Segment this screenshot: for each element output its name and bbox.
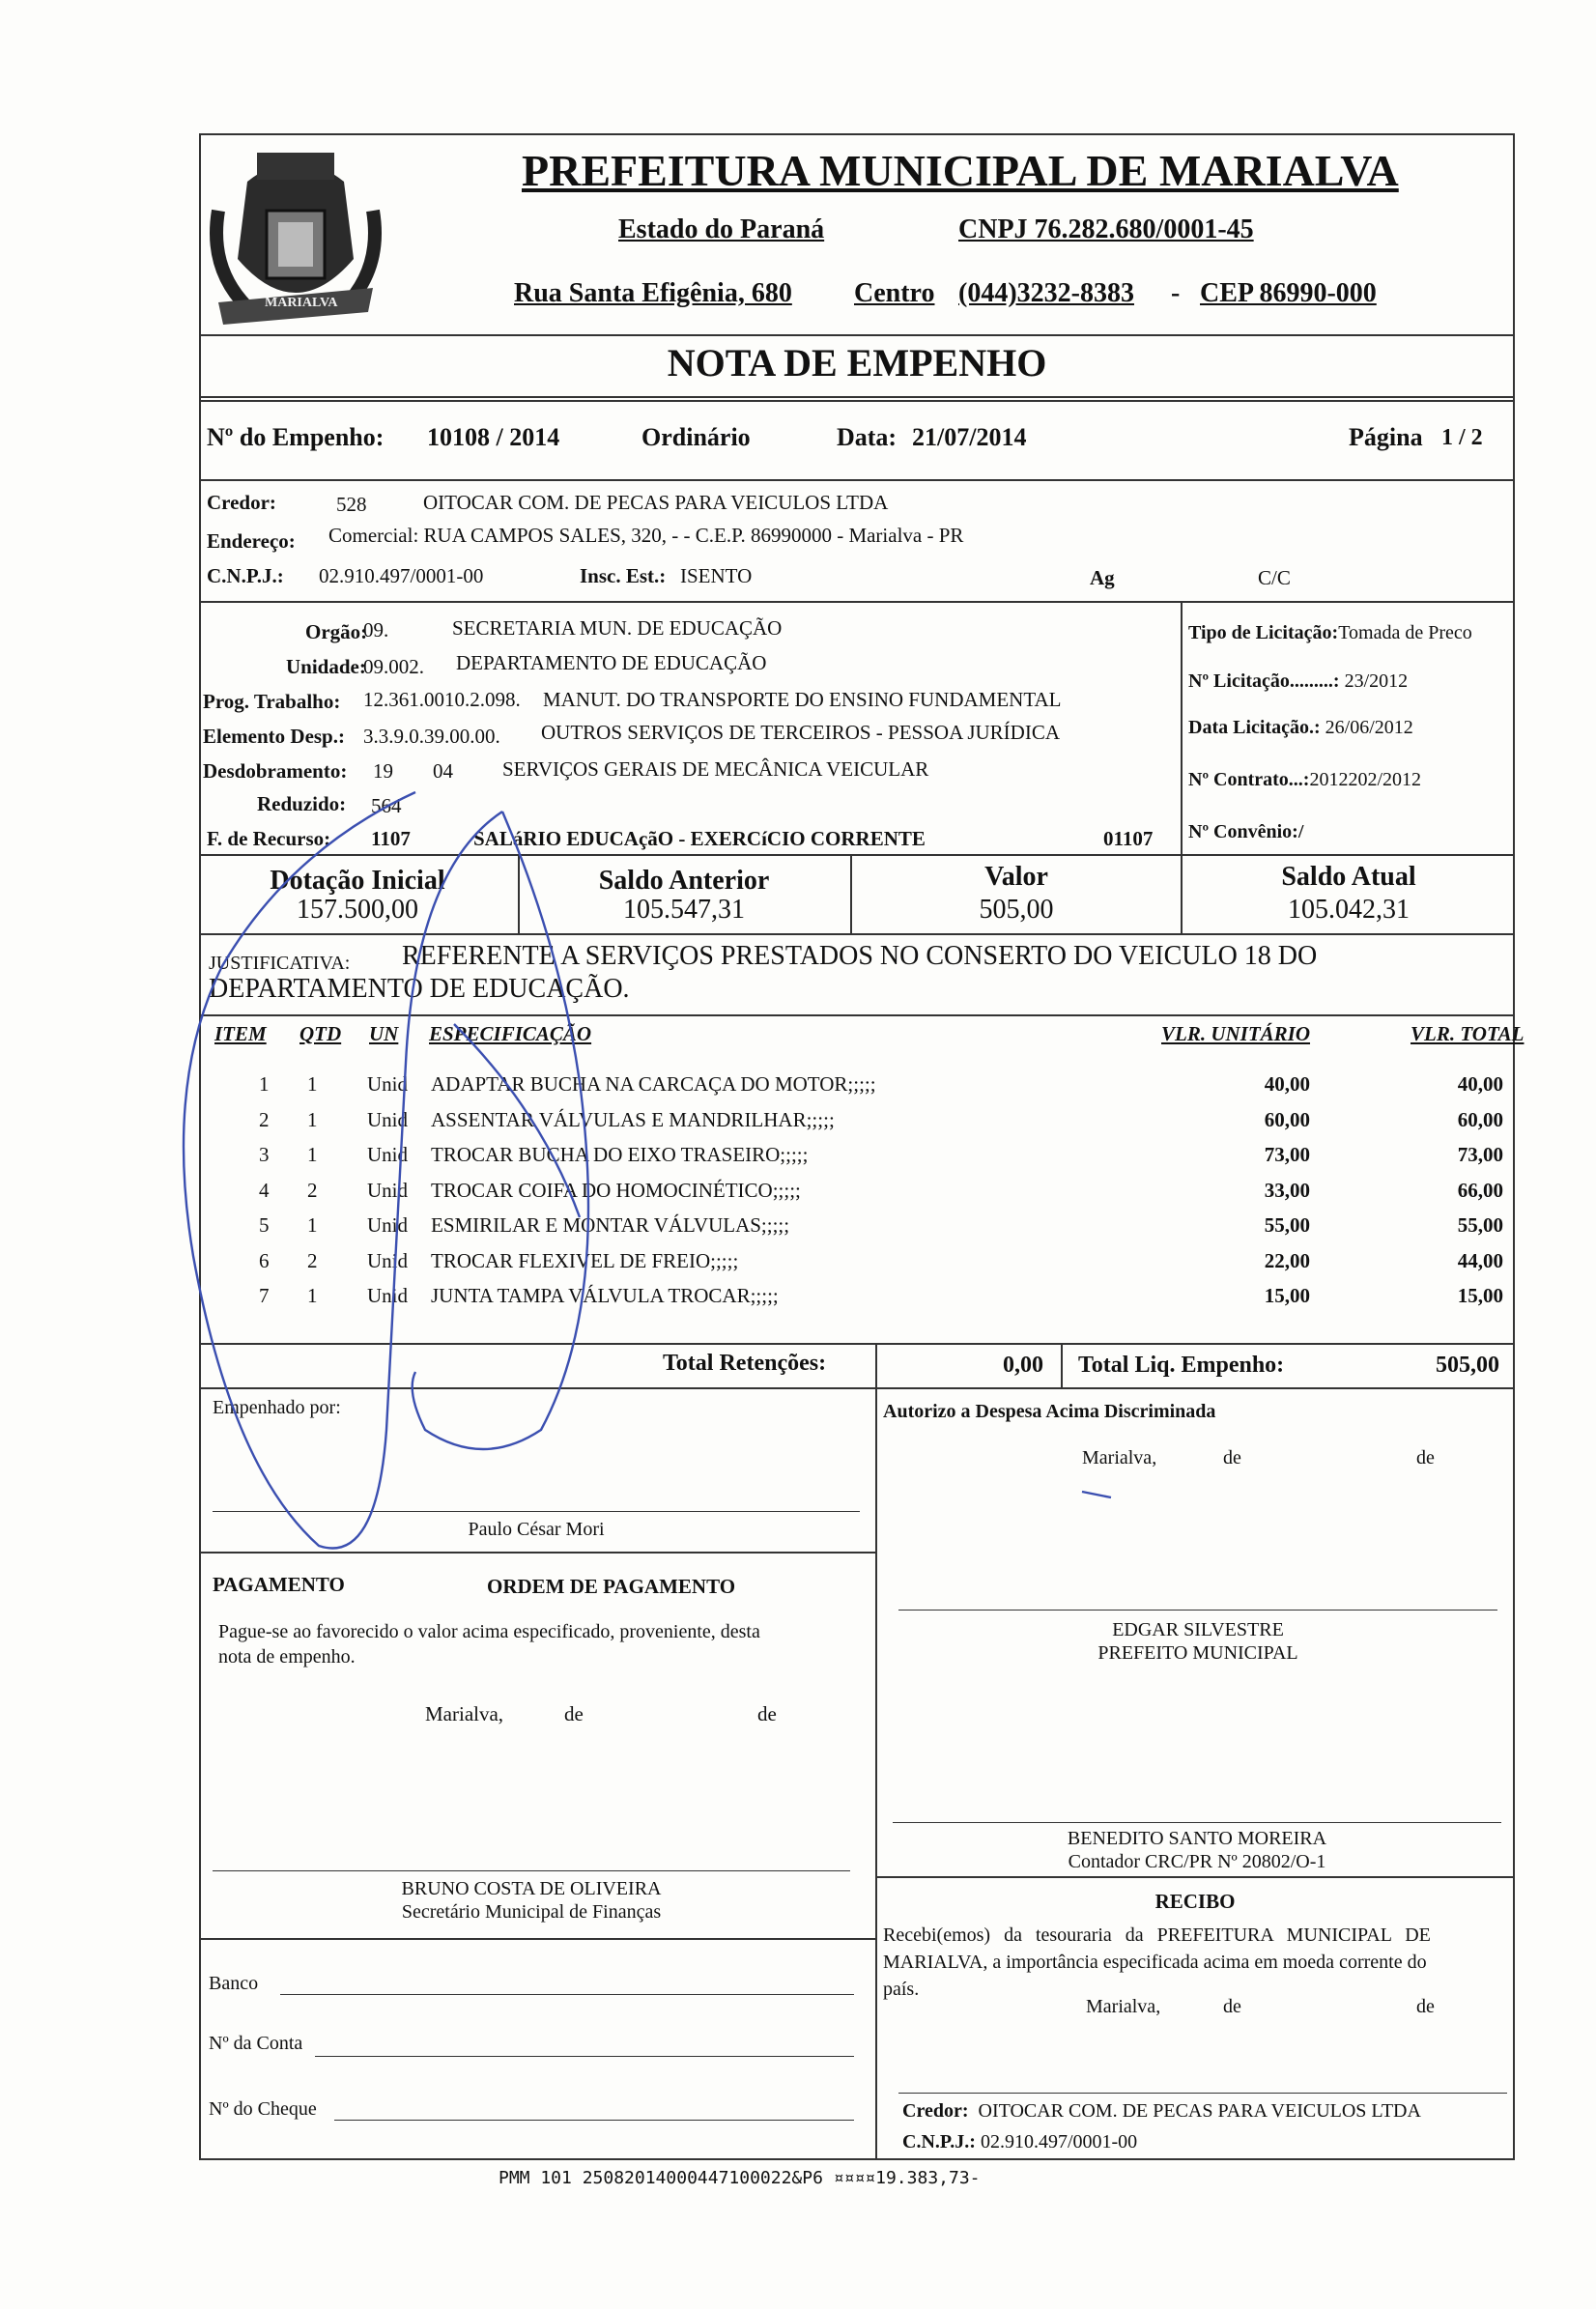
total-retencoes-label: Total Retenções:	[663, 1351, 827, 1376]
fonte-name: SALáRIO EDUCAçãO - EXERCíCIO CORRENTE	[473, 827, 926, 850]
empenho-number-label: Nº do Empenho:	[207, 423, 385, 451]
cell-un: Unid	[367, 1178, 408, 1202]
justificativa-line-1: REFERENTE A SERVIÇOS PRESTADOS NO CONSERTO DO VEICULO 18 DO	[402, 941, 1318, 971]
pagamento-text-1: Pague-se ao favorecido o valor acima especificado, proveniente, desta	[218, 1621, 760, 1642]
col-qtd: QTD	[299, 1022, 342, 1045]
pagamento-city: Marialva,	[425, 1702, 504, 1725]
recibo-de-2: de	[1416, 1996, 1435, 2017]
cell-spec: JUNTA TAMPA VÁLVULA TROCAR;;;;;	[431, 1284, 779, 1307]
unidade-name: DEPARTAMENTO DE EDUCAÇÃO	[456, 651, 767, 674]
recibo-text-2: MARIALVA, a importância especificada acima em moeda corrente do	[883, 1952, 1427, 1973]
document-title: NOTA DE EMPENHO	[667, 341, 1047, 385]
cell-spec: ADAPTAR BUCHA NA CARCAÇA DO MOTOR;;;;;	[431, 1072, 876, 1096]
cell-unit-price: 55,00	[1264, 1213, 1310, 1237]
cell-item: 5	[259, 1213, 270, 1237]
contador-role: Contador CRC/PR Nº 20802/O-1	[1068, 1851, 1326, 1872]
creditor-cc-label: C/C	[1258, 566, 1291, 589]
creditor-name: OITOCAR COM. DE PECAS PARA VEICULOS LTDA	[423, 491, 889, 514]
empenho-date: 21/07/2014	[912, 423, 1027, 451]
cell-total-price: 55,00	[1457, 1213, 1503, 1237]
secretario-role: Secretário Municipal de Finanças	[401, 1901, 662, 1923]
licitacao-date-label: Data Licitação.: 26/06/2012	[1188, 717, 1413, 738]
empenhado-name: Paulo César Mori	[468, 1519, 605, 1540]
pagamento-de-2: de	[757, 1702, 777, 1725]
cell-un: Unid	[367, 1107, 408, 1131]
col-item: ITEM	[214, 1022, 267, 1045]
cell-unit-price: 40,00	[1264, 1072, 1310, 1096]
dotacao-label: Dotação Inicial	[270, 866, 445, 896]
justificativa-line-2: DEPARTAMENTO DE EDUCAÇÃO.	[209, 974, 630, 1004]
cell-qtd: 2	[307, 1178, 318, 1202]
elemento-name: OUTROS SERVIÇOS DE TERCEIROS - PESSOA JURÍDICA	[541, 721, 1061, 744]
creditor-address: Comercial: RUA CAMPOS SALES, 320, - - C.E.P. 86990000 - Marialva - PR	[328, 524, 964, 547]
total-retencoes-value: 0,00	[1003, 1353, 1043, 1378]
header-address: Rua Santa Efigênia, 680	[514, 278, 792, 308]
cell-unit-price: 33,00	[1264, 1178, 1310, 1202]
cell-item: 6	[259, 1248, 270, 1272]
empenho-number: 10108 / 2014	[427, 423, 560, 451]
autorizo-label: Autorizo a Despesa Acima Discriminada	[883, 1401, 1216, 1422]
contrato-label: Nº Contrato...:2012202/2012	[1188, 769, 1422, 790]
autorizo-de-1: de	[1223, 1447, 1241, 1468]
prog-label: Prog. Trabalho:	[203, 690, 341, 713]
header-dash: -	[1171, 278, 1181, 308]
cell-spec: TROCAR FLEXIVEL DE FREIO;;;;;	[431, 1248, 739, 1272]
cell-qtd: 1	[307, 1284, 318, 1307]
valor-value: 505,00	[979, 895, 1054, 925]
prefeito-name: EDGAR SILVESTRE	[1112, 1619, 1284, 1640]
ordem-pagamento-label: ORDEM DE PAGAMENTO	[487, 1575, 736, 1598]
creditor-code: 528	[336, 493, 367, 516]
cell-un: Unid	[367, 1143, 408, 1166]
empenho-date-label: Data:	[837, 423, 898, 451]
recibo-city: Marialva,	[1086, 1996, 1161, 2017]
unidade-label: Unidade:	[286, 655, 366, 678]
total-liquido-label: Total Liq. Empenho:	[1078, 1353, 1285, 1378]
contrato-number: 2012202/2012	[1309, 769, 1422, 790]
pagamento-text-2: nota de empenho.	[218, 1646, 356, 1668]
header-phone: (044)3232-8383	[958, 278, 1134, 308]
cell-item: 7	[259, 1284, 270, 1307]
recibo-cnpj: C.N.P.J.: 02.910.497/0001-00	[902, 2131, 1138, 2152]
creditor-ag-label: Ag	[1090, 566, 1115, 589]
cell-spec: ASSENTAR VÁLVULAS E MANDRILHAR;;;;;	[431, 1107, 835, 1131]
cell-qtd: 1	[307, 1072, 318, 1096]
saldo-atual-value: 105.042,31	[1288, 895, 1410, 925]
cell-spec: TROCAR COIFA DO HOMOCINÉTICO;;;;;	[431, 1178, 801, 1202]
saldo-atual-label: Saldo Atual	[1281, 862, 1416, 892]
reduzido-value: 564	[371, 794, 402, 817]
unidade-code: 09.002.	[363, 655, 424, 678]
cell-qtd: 1	[307, 1213, 318, 1237]
recibo-text-3: país.	[883, 1979, 920, 2000]
autorizo-city: Marialva,	[1082, 1447, 1157, 1468]
recibo-text-1: Recebi(emos) da tesouraria da PREFEITURA MUNICIPAL DE	[883, 1924, 1431, 1946]
prog-code: 12.361.0010.2.098.	[363, 688, 521, 711]
cell-un: Unid	[367, 1284, 408, 1307]
cell-total-price: 66,00	[1457, 1178, 1503, 1202]
fonte-code-2: 01107	[1103, 827, 1154, 850]
recibo-de-1: de	[1223, 1996, 1241, 2017]
header-district: Centro	[854, 278, 935, 308]
header-cnpj: CNPJ 76.282.680/0001-45	[958, 214, 1254, 244]
col-unit-price: VLR. UNITÁRIO	[1161, 1022, 1311, 1045]
cell-item: 4	[259, 1178, 270, 1202]
cell-unit-price: 73,00	[1264, 1143, 1310, 1166]
cell-unit-price: 22,00	[1264, 1248, 1310, 1272]
cell-total-price: 44,00	[1457, 1248, 1503, 1272]
licitacao-number-label: Nº Licitação.........: 23/2012	[1188, 670, 1409, 692]
cell-qtd: 1	[307, 1143, 318, 1166]
saldo-anterior-value: 105.547,31	[623, 895, 745, 925]
creditor-address-label: Endereço:	[207, 529, 296, 553]
pagamento-label: PAGAMENTO	[213, 1573, 345, 1596]
empenhado-label: Empenhado por:	[213, 1397, 341, 1418]
fonte-code: 1107	[371, 827, 411, 850]
elemento-label: Elemento Desp.:	[203, 725, 345, 748]
desdobramento-name: SERVIÇOS GERAIS DE MECÂNICA VEICULAR	[502, 757, 929, 781]
recibo-credor: Credor: OITOCAR COM. DE PECAS PARA VEICULOS LTDA	[902, 2100, 1421, 2122]
cell-un: Unid	[367, 1213, 408, 1237]
creditor-cnpj-label: C.N.P.J.:	[207, 564, 284, 587]
licitacao-date: 26/06/2012	[1325, 717, 1413, 738]
cheque-label: Nº do Cheque	[209, 2098, 317, 2120]
prefeito-role: PREFEITO MUNICIPAL	[1097, 1642, 1298, 1664]
page-label: Página	[1349, 423, 1423, 451]
orgao-label: Orgão:	[305, 620, 368, 643]
creditor-label: Credor:	[207, 491, 276, 514]
cell-unit-price: 60,00	[1264, 1107, 1310, 1131]
recibo-label: RECIBO	[1154, 1890, 1236, 1913]
cell-total-price: 40,00	[1457, 1072, 1503, 1096]
cell-qtd: 1	[307, 1107, 318, 1131]
secretario-name: BRUNO COSTA DE OLIVEIRA	[401, 1878, 662, 1899]
cell-spec: TROCAR BUCHA DO EIXO TRASEIRO;;;;;	[431, 1143, 809, 1166]
footer-stamp: PMM 101 25082014000447100022&P6 ¤¤¤¤19.383,73-	[499, 2168, 981, 2188]
cell-total-price: 15,00	[1457, 1284, 1503, 1307]
conta-label: Nº da Conta	[209, 2033, 303, 2054]
licitacao-type: Tomada de Preco	[1338, 622, 1472, 643]
fonte-label: F. de Recurso:	[207, 827, 331, 850]
cell-item: 3	[259, 1143, 270, 1166]
elemento-code: 3.3.9.0.39.00.00.	[363, 725, 500, 748]
creditor-cnpj: 02.910.497/0001-00	[319, 564, 484, 587]
desdobramento-code-1: 19	[373, 759, 393, 783]
total-liquido-value: 505,00	[1436, 1353, 1499, 1378]
creditor-ie: ISENTO	[680, 564, 753, 587]
justificativa-label: JUSTIFICATIVA:	[209, 953, 351, 974]
banco-label: Banco	[209, 1973, 259, 1994]
header-state: Estado do Paraná	[618, 214, 825, 244]
orgao-code: 09.	[363, 618, 389, 641]
reduzido-label: Reduzido:	[257, 792, 347, 815]
header-cep: CEP 86990-000	[1200, 278, 1377, 308]
convenio-label: Nº Convênio:/	[1188, 821, 1304, 842]
page-number: 1 / 2	[1441, 425, 1483, 450]
cell-spec: ESMIRILAR E MONTAR VÁLVULAS;;;;;	[431, 1213, 790, 1237]
desdobramento-code-2: 04	[433, 759, 453, 783]
col-spec: ESPECIFICAÇÃO	[429, 1022, 592, 1045]
cell-total-price: 60,00	[1457, 1107, 1503, 1131]
desdobramento-label: Desdobramento:	[203, 759, 348, 783]
dotacao-value: 157.500,00	[297, 895, 418, 925]
cell-item: 1	[259, 1072, 270, 1096]
cell-unit-price: 15,00	[1264, 1284, 1310, 1307]
pagamento-de-1: de	[564, 1702, 584, 1725]
licitacao-number: 23/2012	[1344, 670, 1409, 692]
licitacao-type-label: Tipo de Licitação:Tomada de Preco	[1188, 622, 1472, 643]
orgao-name: SECRETARIA MUN. DE EDUCAÇÃO	[452, 616, 783, 640]
recibo-cnpj-value: 02.910.497/0001-00	[980, 2131, 1138, 2152]
saldo-anterior-label: Saldo Anterior	[598, 866, 770, 896]
header-title: PREFEITURA MUNICIPAL DE MARIALVA	[522, 146, 1399, 195]
prog-name: MANUT. DO TRANSPORTE DO ENSINO FUNDAMENTAL	[543, 688, 1062, 711]
contador-name: BENEDITO SANTO MOREIRA	[1067, 1828, 1327, 1849]
cell-total-price: 73,00	[1457, 1143, 1503, 1166]
autorizo-de-2: de	[1416, 1447, 1435, 1468]
creditor-ie-label: Insc. Est.:	[580, 564, 667, 587]
crest-banner-text: MARIALVA	[265, 296, 338, 310]
recibo-credor-name: OITOCAR COM. DE PECAS PARA VEICULOS LTDA	[978, 2100, 1421, 2122]
valor-label: Valor	[984, 862, 1048, 892]
empenho-type: Ordinário	[641, 423, 751, 451]
col-total-price: VLR. TOTAL	[1411, 1022, 1525, 1045]
cell-un: Unid	[367, 1072, 408, 1096]
cell-un: Unid	[367, 1248, 408, 1272]
cell-qtd: 2	[307, 1248, 318, 1272]
cell-item: 2	[259, 1107, 270, 1131]
col-un: UN	[369, 1022, 399, 1045]
